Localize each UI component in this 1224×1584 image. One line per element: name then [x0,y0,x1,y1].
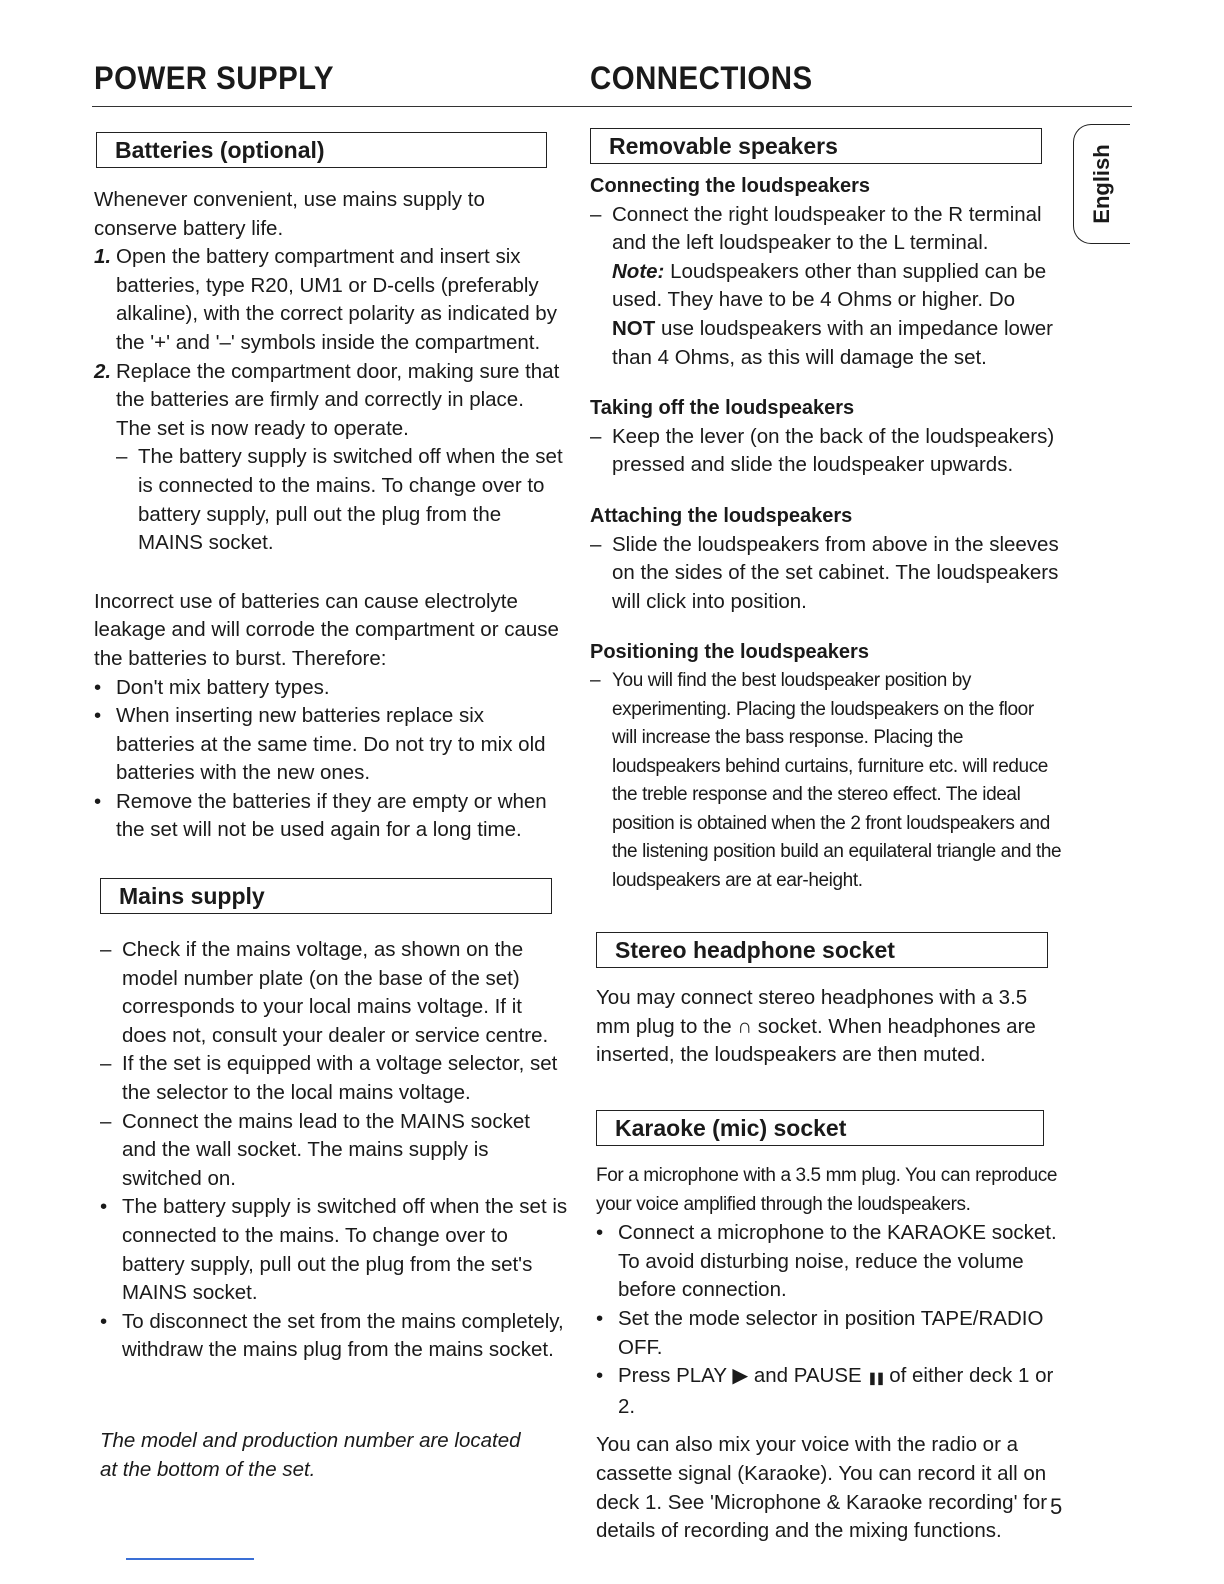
list-item [596,1219,1066,1305]
list-item [100,1108,568,1194]
bullet-text: Don't mix battery types. [116,675,330,699]
language-tab-label: English [1089,144,1114,224]
dash-text: Connect the right loudspeaker to the R terminal and the left loudspeaker to the L terminal. [612,202,1042,255]
mains-section [100,878,568,1484]
list-item [94,702,564,788]
page-number: 5 [1050,1494,1063,1519]
dash-marker: – [100,1109,112,1133]
bullet-text: and PAUSE [753,1364,862,1388]
step-text: Replace the compartment door, making sure that the batteries are firmly and correctly in place. The set is now ready to operate. [116,359,560,440]
list-item [590,531,1062,617]
dash-marker: – [100,938,112,961]
headphone-icon: ∩ [737,1014,753,1038]
karaoke-title: Karaoke (mic) socket [615,1115,847,1141]
dash-text: Keep the lever (on the back of the loudspeakers) pressed and slide the loudspeaker upwards. [612,424,1055,477]
headphone-title: Stereo headphone socket [615,937,895,963]
karaoke-section [596,1110,1066,1546]
dash-marker: – [590,532,602,556]
headphone-text-a: You may connect stereo headphones with a 3.5 mm plug to the [596,986,1028,1038]
list-item [94,788,564,845]
connecting-heading: Connecting the loudspeakers [590,175,871,197]
note-text: The battery supply is switched off when the set is connected to the mains. To change over to battery supply, pull out the plug from the MAINS socket. [138,445,563,555]
karaoke-title-box [596,1110,1044,1146]
dash-text: You will find the best loudspeaker position by experimenting. Placing the loudspeakers on the floor will increase the bass response. Placing the loudspeakers behind curtains, furniture etc. will reduce the treble response and the stereo effect. The ideal position is obtained when the 2 front loudspeakers and the listening position build an equilateral triangle and the loudspeakers are at ear-height. [612,669,1062,892]
model-number-note: The model and production number are located at the bottom of the set. [100,1428,521,1481]
power-supply-heading: POWER SUPPLY [94,60,335,96]
battery-step-2 [94,358,564,444]
list-item [94,674,564,703]
bullet-text: Set the mode selector in position TAPE/RADIO OFF. [618,1306,1044,1359]
dash-text: Slide the loudspeakers from above in the sleeves on the sides of the set cabinet. The loudspeakers will click into position. [612,532,1059,613]
dash-text: Connect the mains lead to the MAINS socket and the wall socket. The mains supply is switched on. [122,1109,530,1190]
positioning-heading: Positioning the loudspeakers [590,641,869,664]
dash-marker: – [116,445,128,469]
bullet-text: of either deck 1 or 2. [618,1364,1054,1418]
pause-icon: ❚❚ [867,1371,884,1386]
batteries-title: Batteries (optional) [115,137,325,163]
list-item [100,1193,568,1307]
footer-mark [126,1558,254,1560]
bullet-text: Remove the batteries if they are empty or when the set will not be used again for a long time. [116,789,547,842]
bullet-text: When inserting new batteries replace six batteries at the same time. Do not try to mix old batteries with the new ones. [116,704,546,785]
play-icon: ▶ [732,1364,749,1388]
bullet-text: Press PLAY [618,1364,727,1388]
note-text: Loudspeakers other than supplied can be used. They have to be 4 Ohms or higher. Do [612,259,1047,312]
dash-marker: – [100,1052,112,1076]
bullet-text: Connect a microphone to the KARAOKE socket. To avoid disturbing noise, reduce the volume before connection. [618,1221,1057,1302]
attaching-heading: Attaching the loudspeakers [590,504,853,527]
connections-heading: CONNECTIONS [590,60,813,96]
dash-marker: – [590,424,602,448]
mains-title-box [100,878,552,914]
batteries-intro: Whenever convenient, use mains supply to conserve battery life. [94,188,485,240]
batteries-section [94,132,564,845]
note-text: use loudspeakers with an impedance lower than 4 Ohms, as this will damage the set. [612,316,1053,369]
bullet-marker: • [596,1364,604,1388]
dash-marker: – [590,669,601,691]
mains-title: Mains supply [119,883,265,909]
bullet-marker: • [100,1309,108,1333]
bullet-marker: • [94,675,102,699]
bullet-text: The battery supply is switched off when the set is connected to the mains. To change over to battery supply, pull out the plug from the set's MAINS socket. [122,1195,568,1305]
dash-text: If the set is equipped with a voltage selector, set the selector to the local mains voltage. [122,1052,558,1104]
step-text: Open the battery compartment and insert six batteries, type R20, UM1 or D-cells (preferably alkaline), with the correct polarity as indicated by the '+' and '–' symbols inside the compartment. [116,245,557,354]
bullet-text: To disconnect the set from the mains completely, withdraw the mains plug from the mains socket. [122,1309,564,1362]
battery-warning: Incorrect use of batteries can cause electrolyte leakage and will corrode the compartment or cause the batteries to burst. Therefore: [94,589,559,670]
karaoke-outro: You can also mix your voice with the radio or a cassette signal (Karaoke). You can record it all on deck 1. See 'Microphone & Karaoke recording' for details of recording and the mixing functions. [596,1433,1048,1543]
step-number: 2. [94,359,112,383]
karaoke-intro: For a microphone with a 3.5 mm plug. You can reproduce your voice amplified through the loudspeakers. [596,1165,1058,1215]
batteries-title-box [96,132,547,168]
note-emphasis: NOT [612,316,656,340]
bullet-marker: • [94,789,102,813]
list-item [590,423,1062,480]
speaker-note [590,258,1062,372]
list-item [100,936,568,1050]
speakers-section [590,128,1062,896]
bullet-marker: • [596,1306,604,1330]
bullet-marker: • [596,1221,604,1245]
bullet-marker: • [100,1195,108,1219]
headphone-text-b: socket. When headphones are inserted, the loudspeakers are then muted. [596,1014,1036,1067]
speakers-title: Removable speakers [609,133,838,159]
list-item [596,1305,1066,1362]
headphone-text [596,984,1066,1070]
list-item [590,201,1062,258]
bullet-marker: • [94,704,102,728]
list-item [100,1308,568,1365]
list-item [590,667,1062,896]
list-item [100,1050,568,1107]
taking-off-heading: Taking off the loudspeakers [590,397,855,420]
step-number: 1. [94,245,112,269]
battery-step-2-note [94,443,564,557]
speakers-title-box [590,128,1042,164]
headphone-title-box [596,932,1048,968]
dash-marker: – [590,202,602,226]
note-label: Note: [612,259,665,283]
headphone-section [596,932,1066,1070]
dash-text: Check if the mains voltage, as shown on the model number plate (on the base of the set) corresponds to your local mains voltage. If it does not, consult your dealer or service centre. [122,938,549,1047]
heading-rule [92,106,1132,107]
list-item [596,1362,1066,1421]
language-tab [1073,124,1130,244]
battery-step-1 [94,243,564,357]
